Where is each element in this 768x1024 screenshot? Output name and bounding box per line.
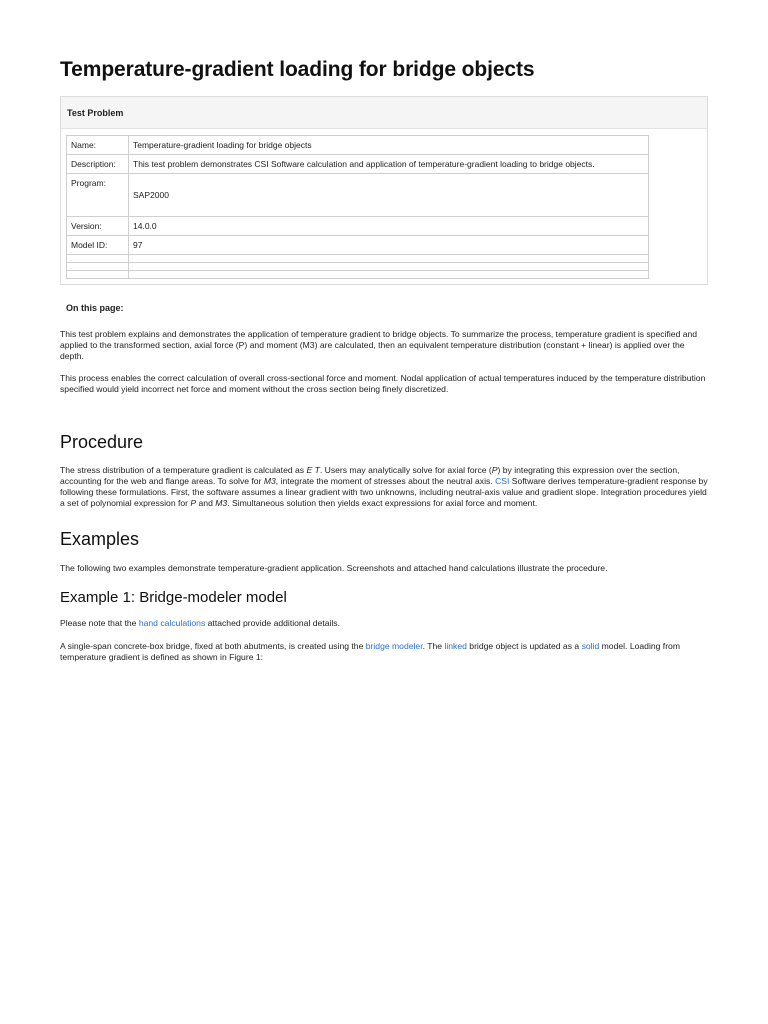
examples-paragraph: The following two examples demonstrate temperature-gradient application. Screenshots and attached hand calculations illustrate the procedure. [60, 563, 608, 573]
math-expression: M3 [215, 498, 228, 508]
row-label: Model ID: [67, 236, 129, 255]
math-expression: P [190, 498, 197, 508]
row-label: Name: [67, 136, 129, 155]
test-problem-table [66, 135, 649, 279]
hand-calculations-link[interactable]: hand calculations [138, 618, 206, 628]
intro-paragraph-1: This test problem explains and demonstrates the application of temperature gradient to bridge objects. To summarize the process, temperature gradient is specified and applied to the transformed section, axial force (P) and moment (M3) are calculated, then an equivalent temperature distribution (constant + linear) is applied over the depth. [60, 329, 698, 361]
on-this-page-label: On this page: [66, 303, 124, 313]
row-value: This test problem demonstrates CSI Software calculation and application of temperature-gradient loading to bridge objects. [129, 155, 649, 174]
bridge-modeler-link[interactable]: bridge modeler [365, 641, 423, 651]
row-value: 97 [129, 236, 649, 255]
row-value: 14.0.0 [129, 217, 649, 236]
table-row [67, 174, 649, 217]
table-row [67, 217, 649, 236]
table-row-empty [67, 255, 649, 263]
row-label: Program: [67, 174, 129, 217]
procedure-heading: Procedure [60, 432, 144, 452]
intro-paragraph-2: This process enables the correct calculation of overall cross-sectional force and moment. Nodal application of actual temperatures induced by the temperature distribution specified would yield incorrect net force and moment without the cross section being finely discretized. [60, 373, 706, 394]
row-value: Temperature-gradient loading for bridge objects [129, 136, 649, 155]
table-row [67, 155, 649, 174]
csi-link[interactable]: CSI [495, 476, 510, 486]
example-1-paragraph: A single-span concrete-box bridge, fixed at both abutments, is created using the bridge modeler. The linked bridge object is updated as a solid model. Loading from temperature gradient is defined as shown in Figure 1: [60, 641, 680, 662]
example-1-heading: Example 1: Bridge-modeler model [60, 589, 287, 606]
hand-calculations-note: Please note that the hand calculations attached provide additional details. [60, 618, 340, 628]
math-expression: P [491, 465, 498, 475]
math-expression: E T [306, 465, 320, 475]
procedure-paragraph: The stress distribution of a temperature gradient is calculated as E T. Users may analytically solve for axial force (P) by integrating this expression over the section, accounting for the web and flange areas. To solve for M3, integrate the moment of stresses about the neutral axis. CSI Software derives temperature-gradient response by following these formulations. First, the software assumes a linear gradient with two unknowns, including neutral-axis value and gradient slope. Integration procedures yield a set of polynomial expression for P and M3. Simultaneous solution then yields exact expressions for axial force and moment. [60, 465, 708, 508]
table-row-empty [67, 263, 649, 271]
document-page [60, 58, 708, 663]
table-row [67, 136, 649, 155]
table-row [67, 236, 649, 255]
test-problem-panel [60, 96, 708, 285]
solid-link[interactable]: solid [581, 641, 600, 651]
row-value: SAP2000 [133, 190, 169, 200]
panel-heading: Test Problem [61, 97, 707, 129]
row-label: Description: [67, 155, 129, 174]
page-title: Temperature-gradient loading for bridge objects [60, 58, 535, 81]
table-row-empty [67, 271, 649, 279]
linked-link[interactable]: linked [444, 641, 467, 651]
math-expression: M3 [263, 476, 276, 486]
examples-heading: Examples [60, 529, 140, 549]
row-label: Version: [67, 217, 129, 236]
